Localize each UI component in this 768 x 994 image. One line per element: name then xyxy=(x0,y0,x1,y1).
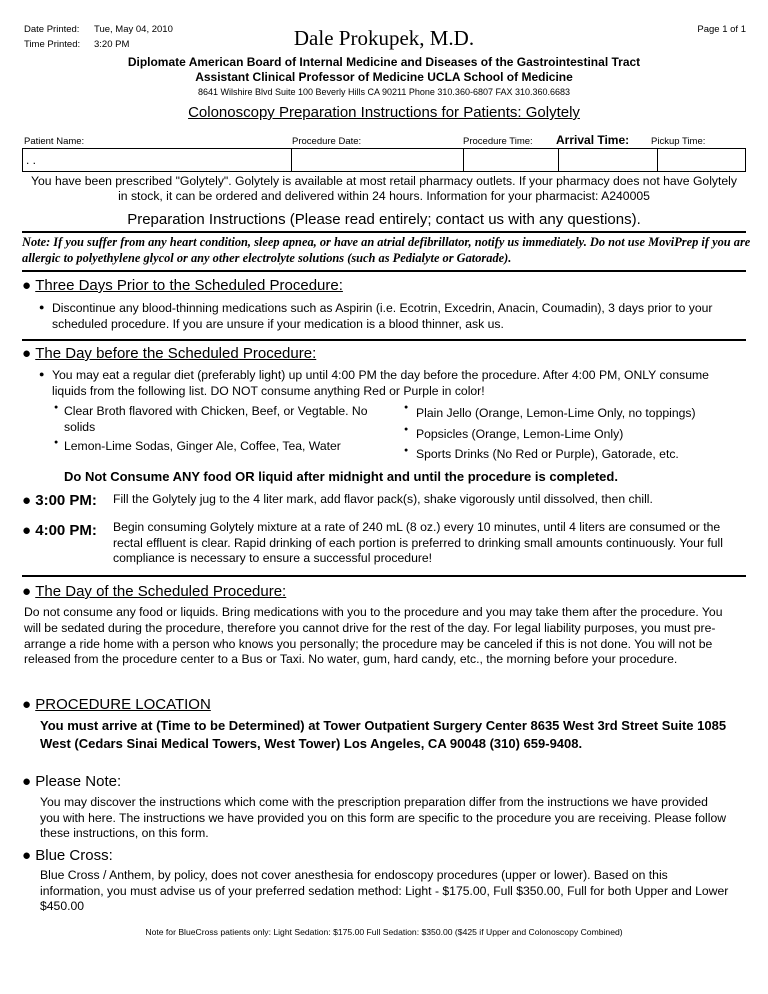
liquid-item-right-3: Sports Drinks (No Red or Purple), Gatorade, etc. xyxy=(416,447,679,461)
day-before-heading-text: The Day before the Scheduled Procedure: xyxy=(35,345,317,362)
patient-info-table xyxy=(22,148,746,172)
midnight-warning: Do Not Consume ANY food OR liquid after midnight and until the procedure is completed. xyxy=(64,469,618,484)
header-line-2: Assistant Clinical Professor of Medicine UCLA School of Medicine xyxy=(195,70,573,84)
day-before-text: You may eat a regular diet (preferably light) up until 4:00 PM the day before the procedure. After 4:00 PM, ONLY consume liquids from the following list. DO NOT consume anything Red or Purple in color! xyxy=(52,368,709,398)
procedure-time-label: Procedure Time: xyxy=(463,136,533,147)
time-3pm-label: ● 3:00 PM: xyxy=(22,492,97,509)
three-days-heading: ● Three Days Prior to the Scheduled Procedure: xyxy=(22,277,343,294)
please-note-text: You may discover the instructions which come with the prescription preparation differ from the instructions we have provided you with here. The instructions we have provided you on this form are specific to the procedure you are receiving. Please follow these instructions, on this form. xyxy=(40,795,727,840)
three-days-text: Discontinue any blood-thinning medications such as Aspirin (i.e. Ecotrin, Excedrin, Anacin, Coumadin), 3 days prior to your scheduled procedure. If you are unsure if your medication is a blood thinner, ask us. xyxy=(52,301,713,331)
liquid-item-right-1: Plain Jello (Orange, Lemon-Lime Only, no toppings) xyxy=(416,406,696,420)
bullet-icon: ● xyxy=(54,439,59,446)
time-3pm-text: Fill the Golytely jug to the 4 liter mark, add flavor pack(s), shake vigorously until dissolved, then chill. xyxy=(113,492,653,506)
day-of-text: Do not consume any food or liquids. Bring medications with you to the procedure and you may take them after the procedure. You will be sedated during the procedure, therefore you cannot drive for the rest of the day. For legal liability purposes, you must pre-arrange a ride home with a person who knows you personally; the procedure may be canceled if this is not done. You will not be released from the procedure center to a Bus or Taxi. No water, gum, hard candy, etc., the morning before your procedure. xyxy=(24,605,723,667)
blue-cross-text: Blue Cross / Anthem, by policy, does not cover anesthesia for endoscopy procedures (upper or lower). Based on this information, you must advise us of your preferred sedation method: Light - $175.00, Full $350.00, Full for both Upper and Lower $450.00 xyxy=(40,868,729,913)
page-number: Page 1 of 1 xyxy=(697,24,746,35)
liquid-item-left-2: Lemon-Lime Sodas, Ginger Ale, Coffee, Tea, Water xyxy=(64,439,341,453)
divider xyxy=(22,575,746,577)
warning-note: Note: If you suffer from any heart condition, sleep apnea, or have an atrial defibrillator, notify us immediately. Do not use MoviPrep if you are allergic to polyethylene glycol or any other electrolyte solutions (such as Pedialyte or Gatorade). xyxy=(22,235,751,265)
location-text: You must arrive at (Time to be Determined) at Tower Outpatient Surgery Center 8635 West 3rd Street Suite 1085 West (Cedars Sinai Medical Towers, West Tower) Los Angeles, CA 90048 (310) 659-9408. xyxy=(40,718,727,751)
footer-note: Note for BlueCross patients only: Light Sedation: $175.00 Full Sedation: $350.00 ($425 if Upper and Colonoscopy Combined) xyxy=(145,927,623,937)
bullet-icon: ● xyxy=(39,302,45,312)
liquid-item-left-1: Clear Broth flavored with Chicken, Beef, or Vegtable. No solids xyxy=(64,404,368,434)
doctor-name: Dale Prokupek, M.D. xyxy=(293,26,475,50)
bullet-icon: ● xyxy=(54,404,59,411)
bullet-icon: ● xyxy=(404,447,409,454)
please-note-heading: ● Please Note: xyxy=(22,773,122,790)
patient-name-label: Patient Name: xyxy=(24,136,85,147)
page-title: Colonoscopy Preparation Instructions for Patients: Golytely xyxy=(188,104,580,121)
liquid-item-right-2: Popsicles (Orange, Lemon-Lime Only) xyxy=(416,427,624,441)
date-printed-value: Tue, May 04, 2010 xyxy=(94,24,173,35)
pickup-time-cell[interactable] xyxy=(658,149,746,172)
day-of-heading: ● The Day of the Scheduled Procedure: xyxy=(22,583,287,600)
time-4pm-label: ● 4:00 PM: xyxy=(22,522,97,539)
prep-heading: Preparation Instructions (Please read entirely; contact us with any questions). xyxy=(127,211,641,228)
divider xyxy=(22,339,746,341)
procedure-date-cell[interactable] xyxy=(292,149,464,172)
day-before-heading: ● The Day before the Scheduled Procedure: xyxy=(22,345,317,362)
intro-text: You have been prescribed "Golytely". Golytely is available at most retail pharmacy outlets. If your pharmacy does not have Golytely in stock, it can be ordered and delivered within 24 hours. Information for your pharmacist: A240005 xyxy=(31,174,737,203)
bullet-icon: ● xyxy=(404,426,409,433)
procedure-date-label: Procedure Date: xyxy=(292,136,362,147)
header-line-1: Diplomate American Board of Internal Medicine and Diseases of the Gastrointestinal Tract xyxy=(127,55,641,69)
divider xyxy=(22,270,746,272)
arrival-time-label: Arrival Time: xyxy=(556,133,630,147)
day-of-heading-text: The Day of the Scheduled Procedure: xyxy=(35,583,287,600)
pickup-time-label: Pickup Time: xyxy=(651,136,706,147)
procedure-time-cell[interactable] xyxy=(464,149,559,172)
time-printed-value: 3:20 PM xyxy=(94,39,130,50)
bullet-icon: ● xyxy=(404,404,409,411)
time-printed-label: Time Printed: xyxy=(24,39,81,50)
location-heading: ● PROCEDURE LOCATION xyxy=(22,696,211,713)
patient-name-cell[interactable]: . . xyxy=(23,149,292,172)
date-printed-label: Date Printed: xyxy=(24,24,80,35)
divider xyxy=(22,231,746,233)
three-days-heading-text: Three Days Prior to the Scheduled Procedure: xyxy=(35,277,343,294)
blue-cross-heading: ● Blue Cross: xyxy=(22,847,113,864)
location-heading-text: PROCEDURE LOCATION xyxy=(35,696,211,713)
time-4pm-text: Begin consuming Golytely mixture at a rate of 240 mL (8 oz.) every 10 minutes, until 4 liters are consumed or the rectal effluent is clear. Rapid drinking of each portion is preferred to drinking small amounts continuously. Your full compliance is necessary to ensure a successful procedure! xyxy=(113,520,723,565)
bullet-icon: ● xyxy=(39,369,45,379)
header-address: 8641 Wilshire Blvd Suite 100 Beverly Hills CA 90211 Phone 310.360-6807 FAX 310.360.6683 xyxy=(197,87,571,97)
arrival-time-cell[interactable] xyxy=(559,149,658,172)
